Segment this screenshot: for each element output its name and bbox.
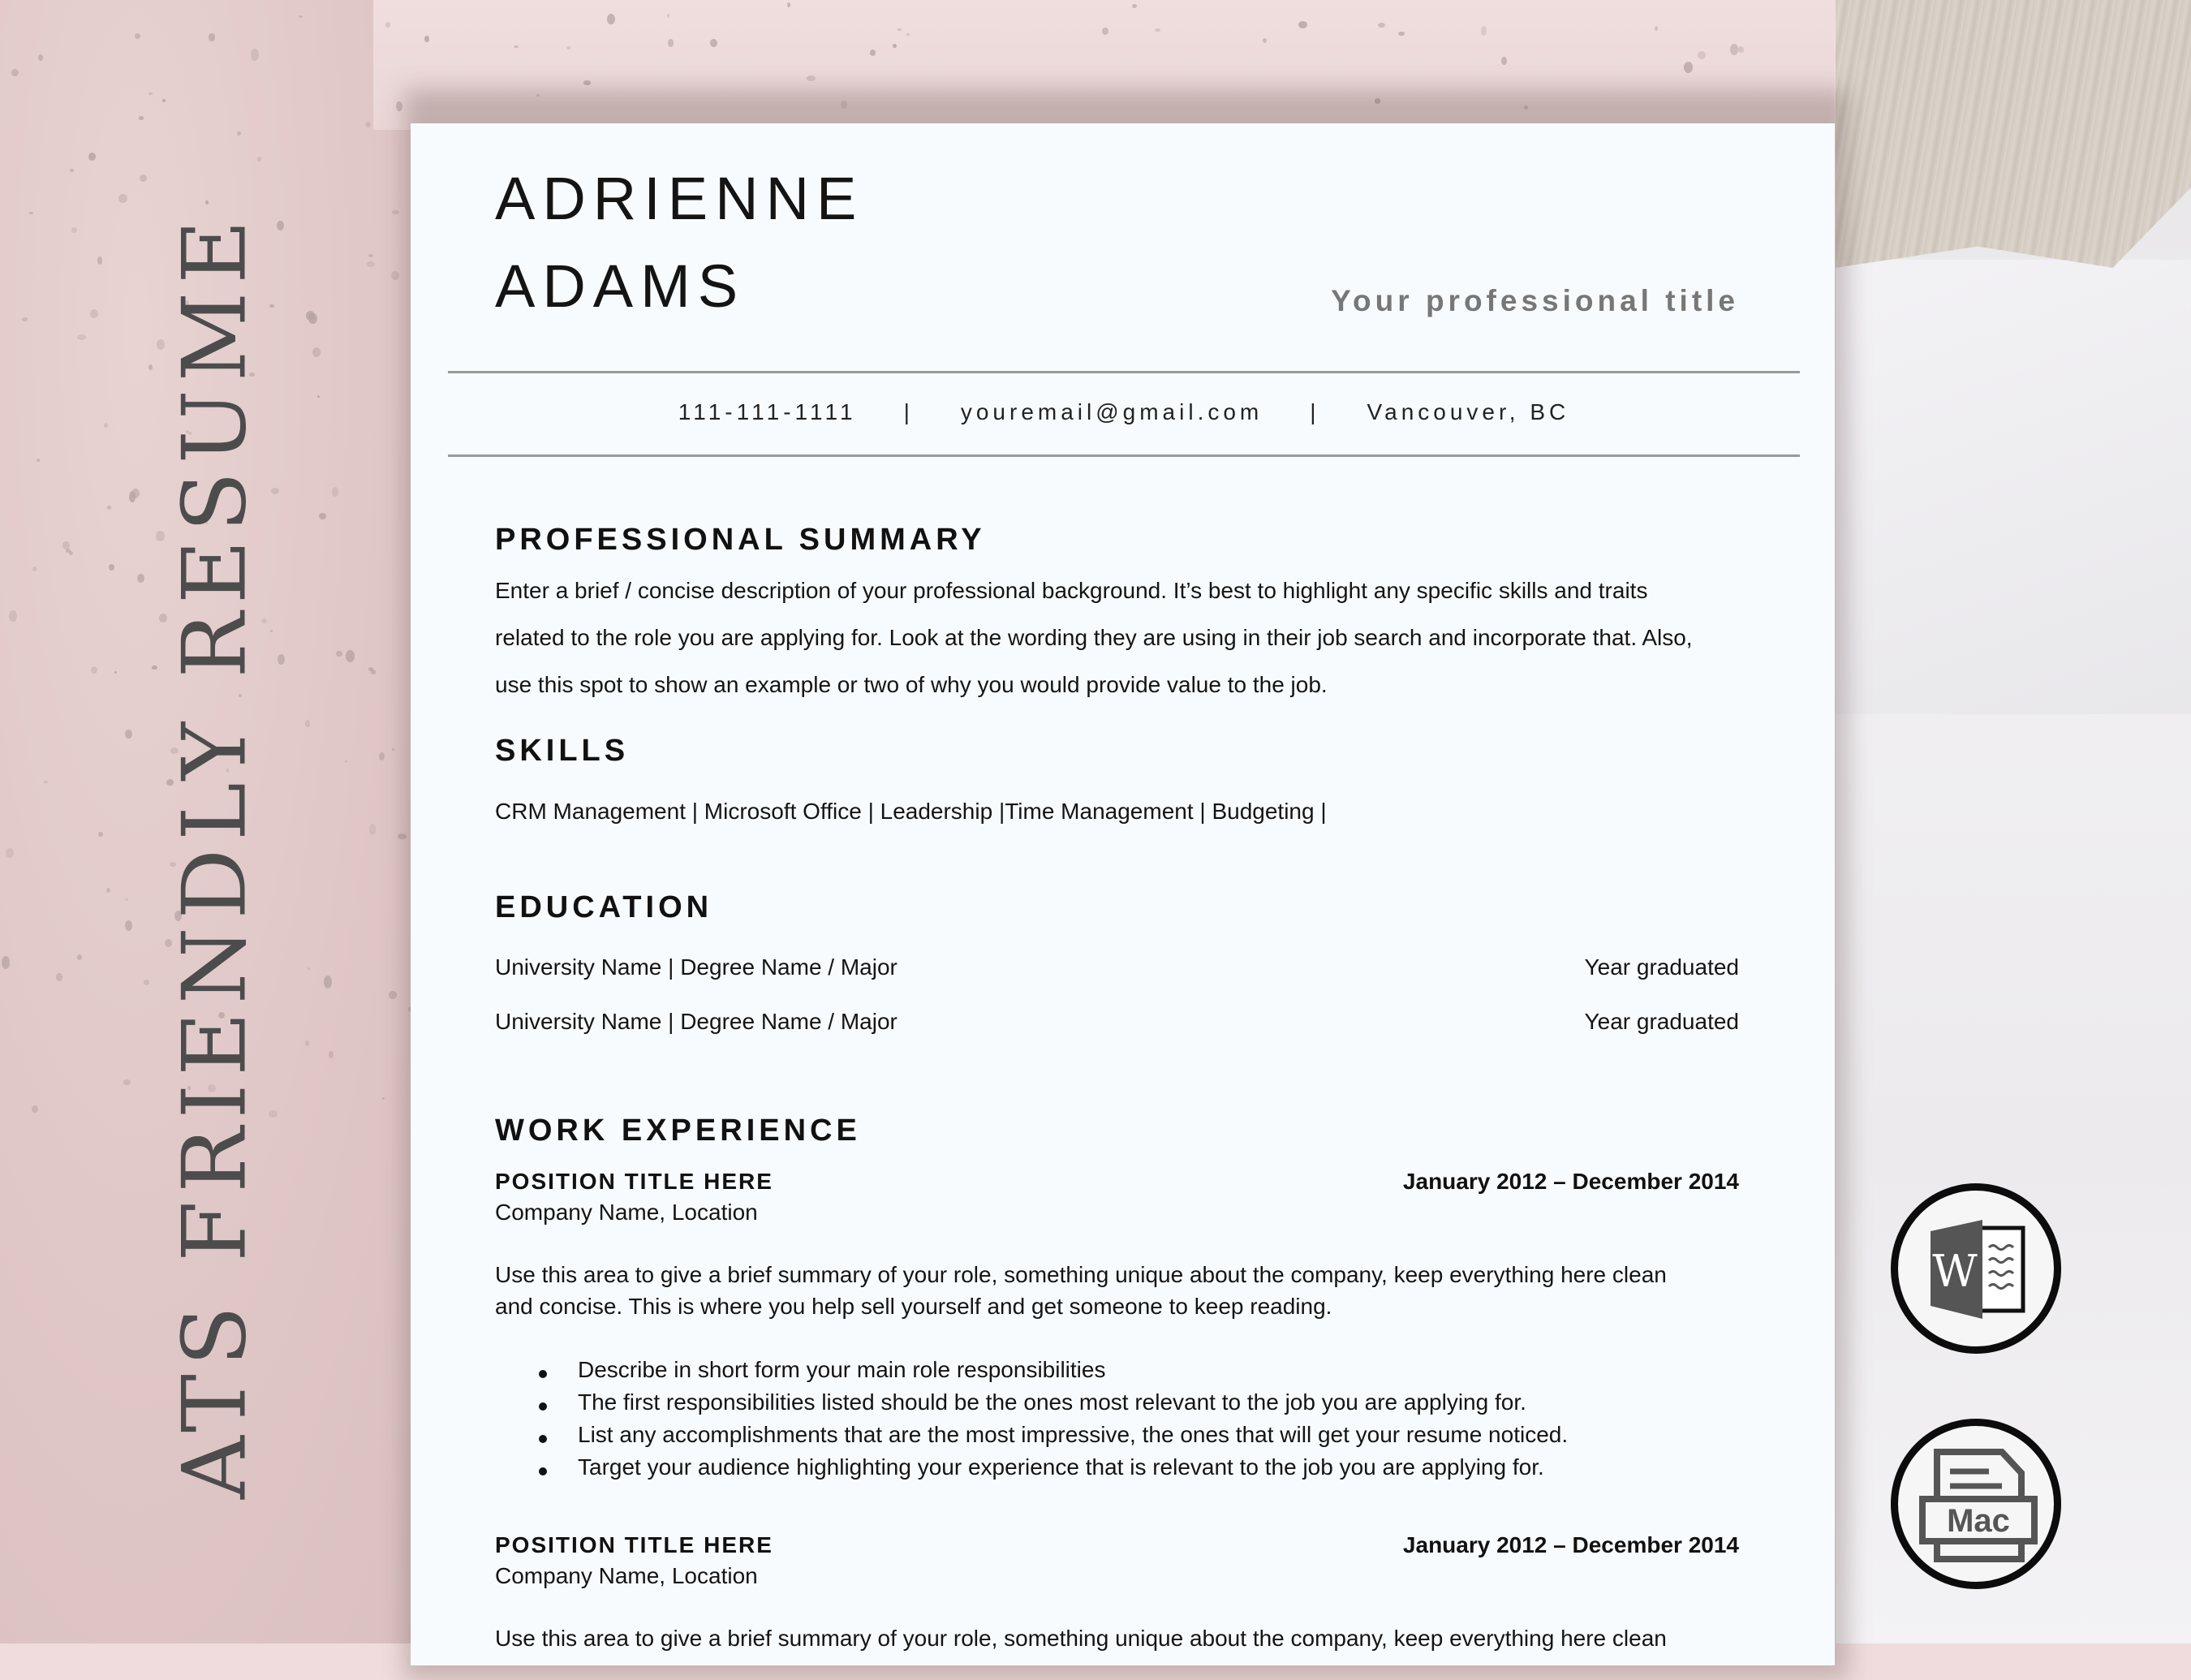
background-speck — [367, 261, 375, 267]
background-speck — [257, 157, 261, 162]
background-speck — [149, 364, 152, 369]
background-speck — [1501, 57, 1507, 65]
background-speck — [90, 309, 99, 318]
background-speck — [807, 75, 815, 81]
background-speck — [906, 33, 910, 36]
contact-separator: | — [903, 399, 914, 424]
background-speck — [22, 317, 28, 321]
background-speck — [312, 347, 321, 357]
job-company: Company Name, Location — [495, 1563, 758, 1588]
job-title: POSITION TITLE HERE — [495, 1532, 773, 1557]
background-speck — [391, 271, 399, 280]
background-speck — [38, 54, 43, 61]
education-school: University Name | Degree Name / Major — [495, 1009, 897, 1034]
job-bullet: Target your audience highlighting your experience that is relevant to the job you are applying for. — [578, 1454, 1544, 1480]
name-last: ADAMS — [495, 252, 746, 320]
job-summary-line: Use this area to give a brief summary of your role, something unique about the company, keep everything here clean — [495, 1262, 1667, 1287]
summary-heading: PROFESSIONAL SUMMARY — [495, 523, 986, 557]
background-speck — [205, 200, 208, 205]
job-dates: January 2012 – December 2014 — [1402, 1169, 1739, 1194]
background-speck — [62, 541, 69, 549]
education-heading: EDUCATION — [495, 890, 713, 924]
job-company: Company Name, Location — [495, 1200, 758, 1225]
background-speck — [1698, 51, 1706, 59]
job-dates: January 2012 – December 2014 — [1402, 1532, 1739, 1557]
background-speck — [870, 50, 876, 55]
header-rule-bottom — [448, 454, 1800, 457]
contact-phone: 111-111-1111 — [678, 399, 857, 424]
name-first: ADRIENNE — [495, 165, 864, 232]
background-speck — [424, 36, 429, 42]
background-speck — [305, 720, 310, 727]
skills-heading: SKILLS — [495, 734, 630, 768]
summary-line: use this spot to show an example or two of why you would provide value to the job. — [495, 672, 1328, 697]
background-speck — [32, 566, 37, 571]
background-speck — [382, 1097, 385, 1100]
background-speck — [392, 748, 395, 750]
background-speck — [1738, 46, 1744, 54]
background-speck — [32, 1105, 37, 1113]
contact-location: Vancouver, BC — [1367, 399, 1570, 424]
background-speck — [56, 973, 62, 981]
background-speck — [583, 80, 590, 85]
background-speck — [71, 227, 77, 233]
background-speck — [131, 489, 140, 498]
background-speck — [277, 221, 284, 230]
resume-page — [411, 123, 1835, 1665]
background-speck — [329, 1051, 334, 1058]
job-summary-line: and concise. This is where you help sell yourself and get someone to keep reading. — [495, 1294, 1332, 1319]
skills-list: CRM Management | Microsoft Office | Leadership |Time Management | Budgeting | — [495, 799, 1327, 824]
background-speck — [114, 671, 117, 674]
bullet-dot — [539, 1467, 547, 1475]
background-speck — [385, 22, 390, 28]
background-speck — [787, 2, 790, 7]
education-year: Year graduated — [1584, 1009, 1739, 1034]
microsoft-word-icon — [1898, 1191, 2054, 1346]
background-speck — [514, 45, 518, 48]
background-speck — [897, 28, 902, 31]
header-rule-top — [448, 371, 1800, 373]
bullet-dot — [539, 1402, 547, 1411]
contact-row — [448, 399, 1800, 425]
background-speck — [306, 311, 315, 321]
job-summary-line: Use this area to give a brief summary of your role, something unique about the company, keep everything here clean — [495, 1626, 1667, 1651]
background-speck — [152, 666, 157, 670]
job-bullet: The first responsibilities listed should be the ones most relevant to the job you are applying for. — [578, 1389, 1526, 1415]
summary-line: Enter a brief / concise description of your professional background. It’s best to highlight any specific skills and traits — [495, 578, 1648, 603]
education-school: University Name | Degree Name / Major — [495, 954, 897, 980]
summary-line: related to the role you are applying for. Look at the wording they are using in their job search and incorporate that. Also, — [495, 625, 1693, 650]
background-speck — [140, 174, 147, 182]
contact-email: youremail@gmail.com — [960, 399, 1263, 424]
background-speck — [106, 888, 110, 893]
background-speck — [346, 650, 354, 662]
background-speck — [66, 549, 70, 553]
background-speck — [308, 967, 310, 971]
background-speck — [336, 651, 342, 657]
background-speck — [6, 848, 14, 858]
background-speck — [607, 14, 615, 25]
background-speck — [1655, 26, 1658, 31]
background-speck — [1102, 28, 1108, 35]
background-speck — [1298, 21, 1307, 28]
background-speck — [118, 194, 127, 203]
side-banner-title: ATS FRIENDLY RESUME — [164, 211, 266, 1500]
job-title: POSITION TITLE HERE — [495, 1169, 773, 1194]
mac-label: Mac — [1947, 1503, 2010, 1539]
background-speck — [251, 49, 258, 61]
background-speck — [668, 39, 673, 46]
mac-document-icon — [1898, 1426, 2054, 1582]
background-speck — [125, 898, 128, 901]
background-speck — [37, 459, 40, 462]
background-speck — [107, 506, 110, 510]
background-speck — [1684, 62, 1693, 72]
background-speck — [44, 781, 47, 783]
background-speck — [125, 920, 132, 931]
contact-separator: | — [1310, 399, 1320, 424]
professional-title: Your professional title — [1331, 284, 1739, 317]
background-speck — [237, 131, 241, 136]
background-speck — [123, 1079, 131, 1084]
background-speck — [77, 334, 86, 340]
word-format-badge — [1891, 1183, 2061, 1354]
experience-heading: WORK EXPERIENCE — [495, 1114, 861, 1148]
background-speck — [209, 33, 215, 41]
word-letter: W — [1932, 1246, 1978, 1297]
background-speck — [77, 954, 81, 960]
job-bullet: Describe in short form your main role responsibilities — [578, 1357, 1106, 1382]
background-speck — [156, 531, 165, 542]
background-speck — [893, 44, 897, 48]
bullet-dot — [539, 1370, 547, 1378]
background-speck — [70, 169, 73, 172]
background-speck — [389, 991, 397, 998]
background-brush-texture — [1836, 0, 2191, 268]
background-speck — [710, 39, 717, 47]
background-speck — [162, 99, 166, 102]
background-speck — [9, 610, 17, 622]
education-year: Year graduated — [1584, 954, 1739, 980]
background-speck — [1132, 4, 1137, 8]
mac-format-badge — [1891, 1419, 2061, 1589]
background-right-paper-strip — [1836, 260, 2191, 714]
background-speck — [97, 256, 102, 264]
job-bullet: List any accomplishments that are the most impressive, the ones that will get your resume noticed. — [578, 1422, 1569, 1447]
background-speck — [1481, 26, 1487, 35]
background-speck — [345, 760, 347, 762]
bullet-dot — [539, 1435, 547, 1443]
